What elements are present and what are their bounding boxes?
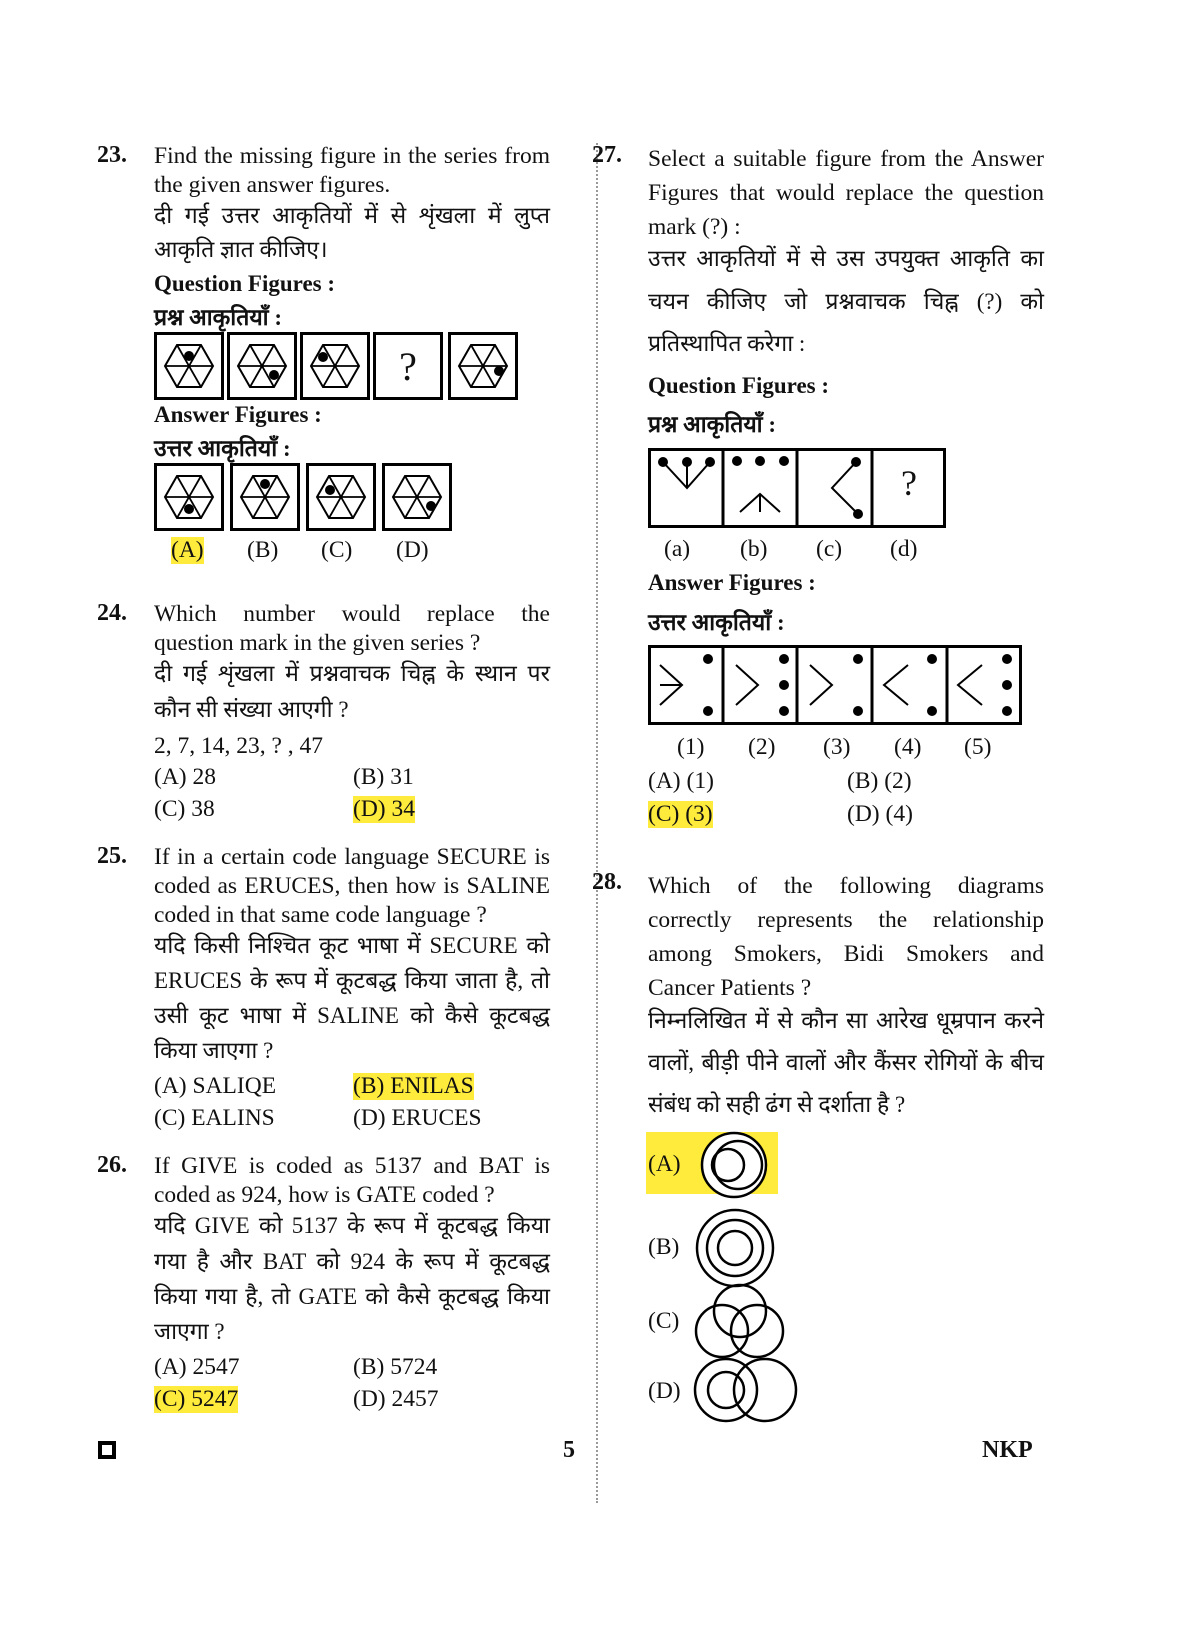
question-figures-label: Question Figures : [154,271,336,296]
answer-figure [230,463,300,531]
figure-label: (5) [964,734,992,760]
answer-figure [306,463,376,531]
answer-figures-label-hindi: उत्तर आकृतियाँ : [154,436,291,461]
number-series: 2, 7, 14, 23, ? , 47 [154,733,324,759]
question-mark: ? [901,463,917,503]
question-text-hindi: यदि किसी निश्चित कूट भाषा में SECURE को [154,933,550,958]
question-number: 26. [97,1152,127,1178]
answer-option[interactable]: (C) 38 [154,796,215,822]
answer-figures-label: Answer Figures : [154,402,322,427]
answer-option[interactable]: (C) EALINS [154,1105,275,1131]
question-text-hindi: कौन सी संख्या आएगी ? [154,697,349,722]
answer-option-correct[interactable]: (B) ENILAS [353,1073,474,1099]
corner-mark [98,1441,116,1459]
question-figure [300,332,370,400]
question-text: Find the missing figure in the series from the given answer figures. [154,143,550,198]
question-text: correctly represents the relationship [648,907,1044,933]
question-text-hindi: यदि GIVE को 5137 के रूप में कूटबद्ध किया [154,1213,550,1238]
answer-option[interactable]: (C) [321,537,353,563]
figure-label: (d) [890,536,918,562]
question-text: Select a suitable figure from the Answer Figures that would replace the question mark (?) : [648,146,1044,240]
question-text: Which number would replace the question mark in the given series ? [154,601,550,656]
question-text-hindi: जाएगा ? [154,1319,225,1344]
answer-option-correct[interactable]: (C) 5247 [154,1386,239,1412]
question-text-hindi: दी गई उत्तर आकृतियों में से शृंखला में लुप्त [154,203,550,228]
question-figures-strip [648,448,946,528]
answer-option[interactable]: (A) SALIQE [154,1073,277,1099]
question-text-hindi: चयन कीजिए जो प्रश्नवाचक चिह्न (?) को [648,289,1044,314]
answer-figures-label: Answer Figures : [648,570,816,595]
figure-label: (3) [823,734,851,760]
question-figure-missing [373,332,443,400]
question-number: 28. [592,869,622,895]
answer-option-correct[interactable]: (C) (3) [648,801,713,827]
answer-option[interactable]: (B) (2) [847,768,912,794]
question-text-hindi: निम्नलिखित में से कौन सा आरेख धूम्रपान करने [648,1008,1044,1033]
answer-option[interactable]: (D) (4) [847,801,913,827]
question-figure [448,332,518,400]
page-number: 5 [563,1437,575,1463]
question-mark: ? [399,344,417,389]
question-figure [227,332,297,400]
paper-code: NKP [982,1437,1033,1463]
question-text: Which of the following diagrams [648,873,1044,899]
question-text-hindi: गया है और BAT को 924 के रूप में कूटबद्ध [154,1249,550,1274]
answer-option[interactable]: (B) 31 [353,764,414,790]
answer-figures-strip [648,645,1022,725]
question-text: If in a certain code language SECURE is coded as ERUCES, then how is SALINE coded in that same code language ? [154,844,550,928]
answer-option-correct[interactable]: (A) [648,1151,681,1177]
question-text-hindi: वालों, बीड़ी पीने वालों और कैंसर रोगियों के बीच [648,1050,1044,1075]
answer-figures-label-hindi: उत्तर आकृतियाँ : [648,610,785,635]
question-text: among Smokers, Bidi Smokers and [648,941,1044,967]
figure-label: (2) [748,734,776,760]
answer-option-correct[interactable]: (A) [171,537,204,563]
figure-label: (4) [894,734,922,760]
question-text-hindi: किया गया है, तो GATE को कैसे कूटबद्ध किया [154,1284,550,1309]
answer-option[interactable]: (B) [648,1234,680,1260]
question-text-hindi: उत्तर आकृतियों में से उस उपयुक्त आकृति का [648,246,1044,271]
question-text-hindi: किया जाएगा ? [154,1038,274,1063]
figure-label: (1) [677,734,705,760]
question-number: 25. [97,843,127,869]
figure-label: (a) [664,536,691,562]
question-number: 24. [97,600,127,626]
question-number: 23. [97,142,127,168]
question-text-hindi: दी गई शृंखला में प्रश्नवाचक चिह्न के स्थान पर [154,661,550,686]
venn-diagram-c [690,1283,790,1363]
venn-diagram-a [690,1130,790,1200]
answer-option[interactable]: (D) ERUCES [353,1105,482,1131]
question-figures-label: Question Figures : [648,373,830,398]
question-figures-label-hindi: प्रश्न आकृतियाँ : [648,412,777,437]
answer-option[interactable]: (D) 2457 [353,1386,439,1412]
column-divider [596,143,598,1503]
question-number: 27. [592,142,622,168]
figure-label: (b) [740,536,768,562]
question-text-hindi: उसी कूट भाषा में SALINE को कैसे कूटबद्ध [154,1003,550,1028]
question-figures-label-hindi: प्रश्न आकृतियाँ : [154,305,283,330]
answer-option-correct[interactable]: (D) 34 [353,796,415,822]
answer-option[interactable]: (D) [648,1378,681,1404]
question-figure [154,332,224,400]
question-text-hindi: प्रतिस्थापित करेगा : [648,331,806,356]
answer-option[interactable]: (A) 2547 [154,1354,240,1380]
answer-option[interactable]: (C) [648,1308,680,1334]
question-text: If GIVE is coded as 5137 and BAT is coded as 924, how is GATE coded ? [154,1153,550,1208]
venn-diagram-b [690,1208,790,1288]
question-text-hindi: आकृति ज्ञात कीजिए। [154,237,328,262]
answer-figure [154,463,224,531]
answer-figure [382,463,452,531]
figure-label: (c) [816,536,843,562]
venn-diagram-d [690,1355,810,1425]
answer-option[interactable]: (A) (1) [648,768,714,794]
question-text-hindi: ERUCES के रूप में कूटबद्ध किया जाता है, तो [154,968,550,993]
question-text: Cancer Patients ? [648,975,812,1001]
answer-option[interactable]: (B) 5724 [353,1354,438,1380]
question-text-hindi: संबंध को सही ढंग से दर्शाता है ? [648,1092,906,1117]
answer-option[interactable]: (A) 28 [154,764,216,790]
answer-option[interactable]: (B) [247,537,279,563]
answer-option[interactable]: (D) [396,537,429,563]
